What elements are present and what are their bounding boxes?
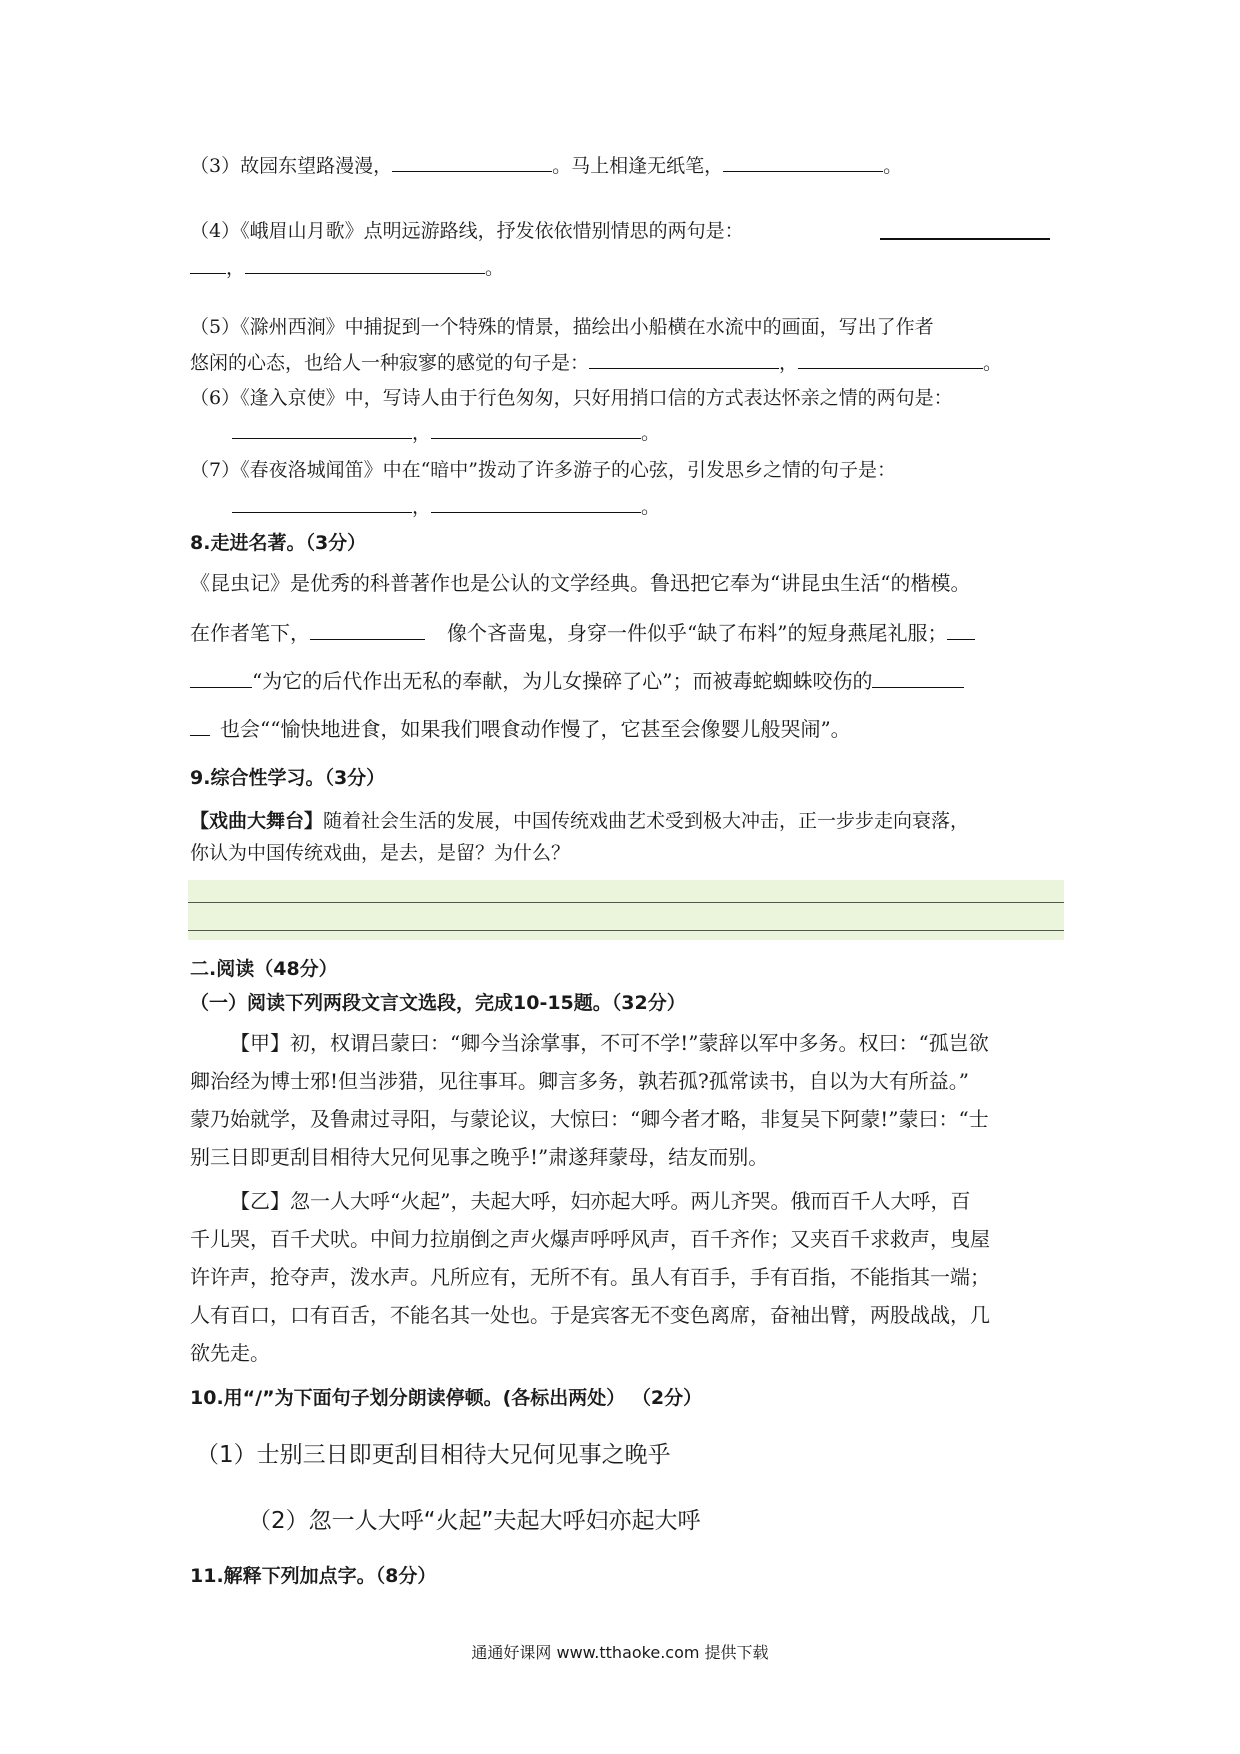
answer-blank[interactable] [431, 420, 641, 439]
answer-blank[interactable] [190, 717, 210, 736]
q10-title: 10.用“/”为下面句子划分朗读停顿。(各标出两处） （2分） [190, 1387, 703, 1409]
q10-sentence-1: （1）士别三日即更刮目相待大兄何见事之晚乎 [196, 1442, 671, 1468]
q8-paragraph-4 [190, 716, 851, 742]
q7-item-4-cont [190, 255, 504, 281]
q8-paragraph-1: 《昆虫记》是优秀的科普著作也是公认的文学经典。鲁迅把它奉为“讲昆虫生活“的楷模。 [190, 571, 971, 595]
period: 。 [641, 422, 661, 444]
q9-paragraph-2: 你认为中国传统戏曲，是去，是留？为什么？ [190, 842, 571, 864]
q7-item-7 [190, 457, 896, 483]
period: 。 [983, 352, 1003, 374]
q7-item6-text: （6）《逢入京使》中，写诗人由于行色匆匆，只好用捎口信的方式表达怀亲之情的两句是： [190, 387, 953, 409]
answer-blank[interactable] [431, 494, 641, 513]
answer-blank[interactable] [723, 153, 883, 172]
q7-item4-text: （4）《峨眉山月歌》点明远游路线，抒发依依惜别情思的两句是： [190, 220, 744, 242]
answer-blank[interactable] [190, 669, 252, 688]
passage-yi-line: 【乙】忽一人大呼“火起”，夫起大呼，妇亦起大呼。两儿齐哭。俄而百千人大呼，百 [230, 1189, 971, 1213]
q11-title: 11.解释下列加点字。（8分） [190, 1565, 437, 1587]
period: 。 [485, 257, 505, 279]
q8-text: 在作者笔下， [190, 621, 310, 645]
answer-blank[interactable] [947, 621, 975, 640]
q9-tag: 【戏曲大舞台】 [190, 810, 324, 832]
answer-blank[interactable] [190, 255, 226, 274]
answer-blank[interactable] [872, 669, 964, 688]
q7-item7-text: （7）《春夜洛城闻笛》中在“暗中”拨动了许多游子的心弦，引发思乡之情的句子是： [190, 459, 897, 481]
q9-title: 9.综合性学习。（3分） [190, 767, 386, 789]
comma: ， [779, 352, 799, 374]
q8-text: 像个吝啬鬼，身穿一件似乎“缺了布料”的短身燕尾礼服； [447, 621, 948, 645]
q7-item5-text-b: 悠闲的心态，也给人一种寂寥的感觉的句子是： [190, 352, 590, 374]
page-footer: 通通好课网 www.tthaoke.com 提供下载 [471, 1643, 769, 1662]
answer-blank[interactable] [232, 420, 412, 439]
comma: ， [226, 257, 246, 279]
passage-yi-line: 许许声，抢夺声，泼水声。凡所应有，无所不有。虽人有百手，手有百指，不能指其一端； [190, 1265, 990, 1289]
reading-title: 二.阅读（48分） [190, 958, 338, 980]
q7-item-4 [190, 218, 744, 244]
q7-item-6-cont [232, 420, 660, 446]
q9-text: 随着社会生活的发展，中国传统戏曲艺术受到极大冲击，正一步步走向衰落， [323, 810, 970, 832]
answer-line [188, 902, 1064, 903]
q8-paragraph-2 [190, 620, 975, 646]
answer-line [188, 930, 1064, 931]
q8-paragraph-3 [190, 668, 964, 694]
q9-paragraph-1 [190, 808, 969, 834]
passage-yi-line: 千儿哭，百千犬吠。中间力拉崩倒之声火爆声呼呼风声，百千齐作；又夹百千求救声，曳屋 [190, 1227, 990, 1251]
comma: ， [412, 422, 432, 444]
answer-blank[interactable] [245, 255, 485, 274]
answer-blank[interactable] [392, 153, 552, 172]
period: 。 [641, 496, 661, 518]
answer-blank[interactable] [880, 238, 1050, 240]
q7-item-5 [190, 314, 934, 340]
q7-item-5-cont [190, 350, 1002, 376]
q9-answer-area[interactable] [188, 880, 1064, 940]
q7-item3-text-a: （3）故园东望路漫漫， [190, 155, 393, 177]
q10-sentence-2: （2）忽一人大呼“火起”夫起大呼妇亦起大呼 [248, 1508, 701, 1534]
answer-blank[interactable] [232, 494, 412, 513]
q7-item-3 [190, 153, 902, 179]
passage-jia-line: 【甲】初，权谓吕蒙曰：“卿今当涂掌事，不可不学!”蒙辞以军中多务。权曰：“孤岂欲 [230, 1031, 989, 1055]
answer-blank[interactable] [798, 350, 983, 369]
answer-blank[interactable] [310, 621, 425, 640]
q8-text: 也会““愉快地进食，如果我们喂食动作慢了，它甚至会像婴儿般哭闹”。 [220, 717, 851, 741]
passage-jia-line: 别三日即更刮目相待大兄何见事之晚乎!”肃遂拜蒙母，结友而别。 [190, 1145, 769, 1169]
q7-item3-text-b: 。马上相逢无纸笔， [552, 155, 724, 177]
passage-yi-line: 人有百口，口有百舌，不能名其一处也。于是宾客无不变色离席，奋袖出臂，两股战战，几 [190, 1303, 990, 1327]
period: 。 [883, 155, 903, 177]
reading-subtitle: （一）阅读下列两段文言文选段，完成10-15题。（32分） [190, 992, 686, 1014]
passage-jia-line: 蒙乃始就学，及鲁肃过寻阳，与蒙论议，大惊曰：“卿今者才略，非复吴下阿蒙!”蒙曰：“士 [190, 1107, 989, 1131]
passage-jia-line: 卿治经为博士邪!但当涉猎，见往事耳。卿言多务，孰若孤?孤常读书，自以为大有所益。” [190, 1069, 969, 1093]
passage-yi-line: 欲先走。 [190, 1341, 270, 1365]
answer-blank[interactable] [589, 350, 779, 369]
q7-item5-text-a: （5）《滁州西涧》中捕捉到一个特殊的情景，描绘出小船横在水流中的画面，写出了作者 [190, 316, 934, 338]
q8-title: 8.走进名著。（3分） [190, 532, 367, 554]
q7-item-6 [190, 385, 953, 411]
q7-item-7-cont [232, 494, 660, 520]
q8-text: “为它的后代作出无私的奉献，为儿女操碎了心”；而被毒蛇蜘蛛咬伤的 [252, 669, 873, 693]
comma: ， [412, 496, 432, 518]
